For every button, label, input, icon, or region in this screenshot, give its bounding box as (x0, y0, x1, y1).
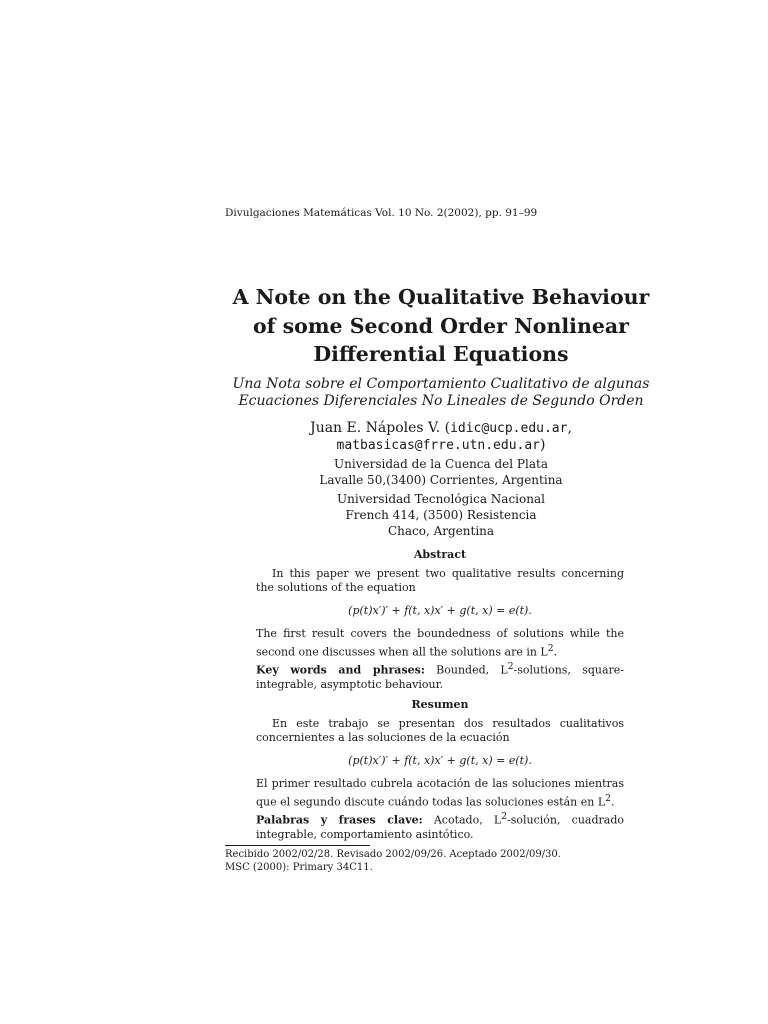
paper-title (225, 283, 657, 369)
abstract-intro: In this paper we present two qualitative results concerning the solutions of the equation (256, 566, 624, 594)
author-email-2[interactable]: matbasicas@frre.utn.edu.ar (336, 438, 541, 453)
abstract-keywords (256, 660, 624, 693)
affiliation-2 (225, 491, 657, 539)
palabras-clave-label: Palabras y frases clave: (256, 813, 423, 827)
palabras-clave-text: Acotado, L (422, 813, 502, 827)
affiliation-line: French 414, (3500) Resistencia (345, 508, 537, 522)
palabras-clave-text-rest: -solución, cuadrado integrable, comportamiento asintótico. (256, 813, 625, 841)
abstract-equation: (p(t)x′)′ + f(t, x)x′ + g(t, x) = e(t). (348, 603, 532, 617)
author-paren-close: ) (540, 437, 546, 453)
affiliation-line: Chaco, Argentina (387, 524, 495, 538)
abstract-heading: Abstract (413, 548, 467, 561)
superscript-2: 2 (507, 660, 514, 672)
abstract-results-end: . (553, 645, 558, 659)
author-line (225, 420, 657, 454)
title-line: Differential Equations (313, 342, 569, 366)
affiliation-1 (225, 456, 657, 488)
superscript-2: 2 (547, 642, 554, 654)
footnotes (225, 849, 561, 874)
subtitle-line: Una Nota sobre el Comportamiento Cualitativo de algunas (232, 376, 650, 392)
abstract-section (256, 548, 624, 692)
author-email-separator: , (567, 420, 572, 436)
resumen-results (256, 777, 624, 810)
resumen-equation: (p(t)x′)′ + f(t, x)x′ + g(t, x) = e(t). (348, 753, 532, 767)
author-paren-open: ( (440, 420, 451, 436)
affiliation-line: Lavalle 50,(3400) Corrientes, Argentina (319, 473, 563, 487)
resumen-keywords (256, 810, 624, 843)
resumen-intro: En este trabajo se presentan dos resultados cualitativos concernientes a las soluciones de la ecuación (256, 716, 624, 744)
author-name: Juan E. Nápoles V. (310, 420, 441, 436)
affiliation-line: Universidad de la Cuenca del Plata (334, 457, 548, 471)
journal-citation: Divulgaciones Matemáticas Vol. 10 No. 2(2002), pp. 91–99 (225, 207, 538, 219)
footnote-msc: MSC (2000): Primary 34C11. (225, 861, 373, 873)
abstract-results-text: The first result covers the boundedness of solutions while the second one discusses when all the solutions are in L (256, 627, 624, 659)
resumen-results-end: . (610, 795, 615, 809)
title-line: of some Second Order Nonlinear (253, 313, 629, 338)
keywords-text-rest: -solutions, square-integrable, asymptotic behaviour. (256, 663, 625, 691)
author-email-1[interactable]: idic@ucp.edu.ar (450, 421, 568, 436)
resumen-section (256, 698, 624, 842)
superscript-2: 2 (605, 792, 611, 804)
keywords-text: Bounded, L (424, 663, 508, 677)
title-line: A Note on the Qualitative Behaviour (232, 285, 650, 309)
resumen-heading: Resumen (411, 698, 469, 711)
abstract-results (256, 627, 624, 660)
paper-subtitle (225, 376, 657, 410)
footnote-dates: Recibido 2002/02/28. Revisado 2002/09/26. Aceptado 2002/09/30. (225, 849, 561, 860)
superscript-2: 2 (501, 810, 508, 822)
keywords-label: Key words and phrases: (256, 663, 425, 677)
affiliation-line: Universidad Tecnológica Nacional (337, 492, 545, 506)
resumen-results-text: El primer resultado cubrela acotación de las soluciones mientras que el segundo discute cuándo todas las soluciones están en L (256, 777, 624, 809)
affiliations (225, 456, 657, 539)
footnote-rule (225, 845, 370, 846)
subtitle-line: Ecuaciones Diferenciales No Lineales de Segundo Orden (238, 393, 644, 409)
